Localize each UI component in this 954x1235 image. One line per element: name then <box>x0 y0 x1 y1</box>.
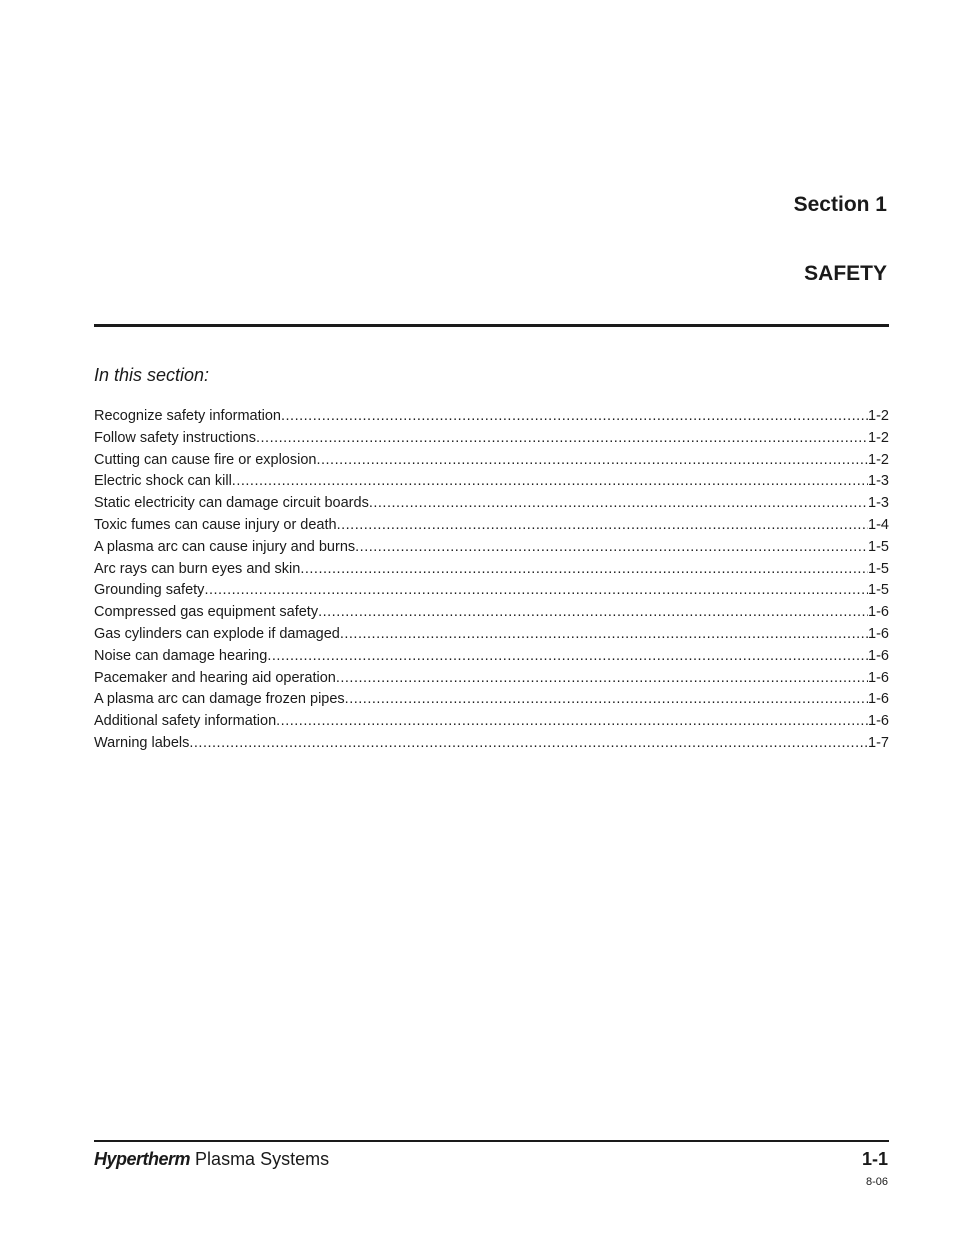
toc-entry-label: Electric shock can kill <box>94 473 232 490</box>
toc-dot-leader <box>355 537 868 559</box>
toc-entry-page: 1-4 <box>868 516 889 533</box>
header-divider <box>94 324 889 327</box>
toc-entry-page: 1-5 <box>868 582 889 599</box>
toc-entry-page: 1-5 <box>868 538 889 555</box>
toc-dot-leader <box>345 689 868 711</box>
toc-entry-label: Follow safety instructions <box>94 429 256 446</box>
toc-entry-page: 1-3 <box>868 473 889 490</box>
toc-entry-page: 1-7 <box>868 734 889 751</box>
toc-entry-label: Pacemaker and hearing aid operation <box>94 669 336 686</box>
toc-entry-page: 1-6 <box>868 691 889 708</box>
revision-date: 8-06 <box>865 1176 888 1188</box>
toc-dot-leader <box>276 711 868 733</box>
toc-entry-label: Arc rays can burn eyes and skin <box>94 560 301 577</box>
toc-entry[interactable] <box>94 559 889 581</box>
toc-dot-leader <box>318 602 868 624</box>
toc-entry-label: Noise can damage hearing <box>94 647 268 664</box>
toc-entry-label: A plasma arc can cause injury and burns <box>94 538 356 555</box>
toc-entry[interactable] <box>94 406 889 428</box>
toc-entry-page: 1-6 <box>868 625 889 642</box>
toc-entry-page: 1-6 <box>868 647 889 664</box>
toc-dot-leader <box>300 559 868 581</box>
toc-dot-leader <box>232 471 868 493</box>
toc-dot-leader <box>316 450 868 472</box>
toc-entry[interactable] <box>94 602 889 624</box>
toc-entry[interactable] <box>94 493 889 515</box>
toc-entry-label: Compressed gas equipment safety <box>94 604 319 621</box>
toc-entry-label: Grounding safety <box>94 582 205 599</box>
toc-entry[interactable] <box>94 450 889 472</box>
toc-entry-page: 1-6 <box>868 604 889 621</box>
toc-entry-page: 1-5 <box>868 560 889 577</box>
toc-dot-leader <box>340 624 868 646</box>
toc-entry-page: 1-6 <box>868 669 889 686</box>
toc-entry-label: Gas cylinders can explode if damaged <box>94 625 340 642</box>
section-number: Section 1 <box>793 193 887 216</box>
in-this-section-label: In this section: <box>94 365 210 385</box>
brand-logo: Hypertherm <box>94 1149 191 1169</box>
page-number: 1-1 <box>861 1149 888 1169</box>
toc-entry-label: Cutting can cause fire or explosion <box>94 451 317 468</box>
toc-entry-label: Recognize safety information <box>94 408 281 424</box>
toc-entry[interactable] <box>94 428 889 450</box>
toc-entry[interactable] <box>94 646 889 668</box>
toc-entry-label: Warning labels <box>94 734 190 751</box>
toc-entry[interactable] <box>94 624 889 646</box>
table-of-contents <box>94 406 889 755</box>
toc-entry-page: 1-6 <box>868 713 889 730</box>
toc-dot-leader <box>369 493 868 515</box>
toc-dot-leader <box>256 428 868 450</box>
toc-entry-page: 1-3 <box>868 495 889 512</box>
toc-dot-leader <box>204 580 868 602</box>
toc-dot-leader <box>189 733 868 755</box>
toc-entry-page: 1-2 <box>868 429 889 446</box>
toc-entry[interactable] <box>94 733 889 755</box>
footer-brand <box>94 1148 329 1170</box>
toc-entry-label: A plasma arc can damage frozen pipes <box>94 691 345 708</box>
toc-entry-page: 1-2 <box>868 451 889 468</box>
toc-entry[interactable] <box>94 471 889 493</box>
toc-dot-leader <box>336 668 868 690</box>
toc-dot-leader <box>267 646 868 668</box>
toc-entry-label: Static electricity can damage circuit boards <box>94 495 369 512</box>
toc-entry[interactable] <box>94 668 889 690</box>
toc-entry[interactable] <box>94 711 889 733</box>
footer-divider <box>94 1140 889 1142</box>
section-title: SAFETY <box>804 262 887 285</box>
toc-entry[interactable] <box>94 580 889 602</box>
toc-entry-label: Toxic fumes can cause injury or death <box>94 516 337 533</box>
toc-entry-page: 1-2 <box>868 408 889 424</box>
toc-dot-leader <box>281 406 868 428</box>
toc-entry[interactable] <box>94 689 889 711</box>
toc-entry-label: Additional safety information <box>94 713 277 730</box>
toc-entry[interactable] <box>94 537 889 559</box>
toc-dot-leader <box>337 515 868 537</box>
toc-entry[interactable] <box>94 515 889 537</box>
product-name: Plasma Systems <box>195 1149 330 1169</box>
